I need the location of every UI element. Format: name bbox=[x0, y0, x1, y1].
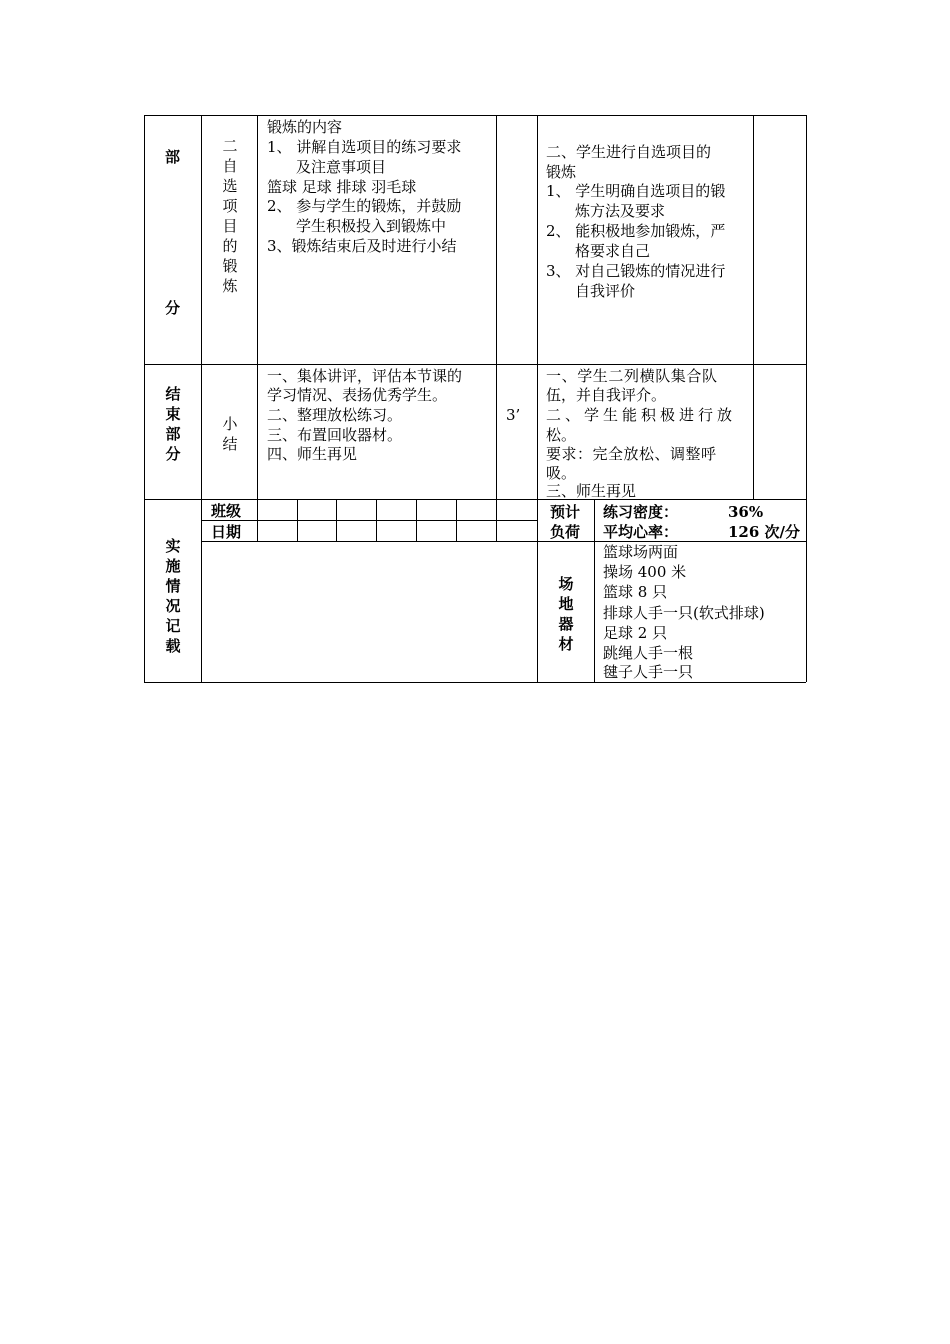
summary-label: 小 结 bbox=[222, 415, 238, 453]
record-section-label: 实 施 情 况 记 载 bbox=[165, 537, 181, 655]
list-item: 排球人手一只(软式排球) bbox=[603, 604, 765, 622]
text-line: 吸。 bbox=[546, 464, 577, 482]
heart-rate-label: 平均心率： bbox=[603, 523, 679, 541]
text-line: 伍，并自我评介。 bbox=[546, 386, 667, 404]
grid-line bbox=[297, 499, 298, 541]
col-divider-3 bbox=[496, 115, 497, 499]
list-item: 毽子人手一只 bbox=[603, 663, 694, 681]
text-line: 二、学生能积极进行放 bbox=[546, 406, 737, 424]
row-divider-2 bbox=[144, 499, 806, 500]
time-value: 3’ bbox=[506, 406, 521, 424]
text-line: 松。 bbox=[546, 426, 577, 444]
row-divider-1 bbox=[144, 364, 806, 365]
heart-rate-value: 126 次/分 bbox=[728, 523, 801, 541]
grid-line bbox=[336, 499, 337, 541]
table-border-bottom bbox=[144, 682, 806, 683]
col-divider-1 bbox=[201, 115, 202, 682]
table-border-left bbox=[144, 115, 145, 682]
text-line: 三、师生再见 bbox=[546, 482, 637, 500]
text-line: 自我评价 bbox=[575, 282, 636, 300]
text-line: 学生积极投入到锻炼中 bbox=[296, 217, 447, 235]
class-label: 班级 bbox=[211, 502, 242, 520]
text-line: 一、学生二列横队集合队 bbox=[546, 367, 718, 385]
grid-line bbox=[496, 499, 497, 541]
density-label: 练习密度： bbox=[603, 503, 679, 521]
list-item: 篮球 8 只 bbox=[603, 583, 668, 601]
density-value: 36% bbox=[728, 503, 764, 521]
section-label-bottom: 分 bbox=[165, 299, 181, 317]
text-line: 四、师生再见 bbox=[267, 445, 358, 463]
col-divider-2 bbox=[257, 115, 258, 499]
grid-line bbox=[376, 499, 377, 541]
text-line: 一、集体讲评，评估本节课的 bbox=[267, 367, 463, 385]
text-line: 及注意事项目 bbox=[296, 158, 387, 176]
section-label-top: 部 bbox=[165, 148, 181, 166]
text-line: 1、 学生明确自选项目的锻 bbox=[546, 182, 726, 200]
col-divider-5 bbox=[753, 115, 754, 499]
text-line: 格要求自己 bbox=[575, 242, 651, 260]
text-line: 1、 讲解自选项目的练习要求 bbox=[267, 138, 462, 156]
date-label: 日期 bbox=[211, 523, 242, 541]
grid-line bbox=[456, 499, 457, 541]
list-item: 跳绳人手一根 bbox=[603, 644, 694, 662]
text-line: 锻炼 bbox=[546, 163, 577, 181]
load-label-divider bbox=[594, 499, 595, 682]
text-line: 锻炼的内容 bbox=[267, 118, 343, 136]
load-label-line2: 负荷 bbox=[550, 523, 581, 541]
text-line: 炼方法及要求 bbox=[575, 202, 666, 220]
text-line: 二、学生进行自选项目的 bbox=[546, 143, 712, 161]
text-line: 3、锻炼结束后及时进行小结 bbox=[267, 237, 457, 255]
list-item: 操场 400 米 bbox=[603, 563, 687, 581]
grid-line bbox=[257, 499, 258, 541]
list-item: 篮球场两面 bbox=[603, 543, 679, 561]
text-line: 3、 对自己锻炼的情况进行 bbox=[546, 262, 726, 280]
equipment-label: 场 地 器 材 bbox=[558, 575, 574, 653]
ending-section-label: 结 束 部 分 bbox=[165, 385, 181, 463]
text-line: 篮球 足球 排球 羽毛球 bbox=[267, 178, 417, 196]
class-date-bottom bbox=[202, 541, 537, 542]
text-line: 2、 能积极地参加锻炼，严 bbox=[546, 222, 726, 240]
col-divider-4 bbox=[537, 115, 538, 682]
grid-line bbox=[416, 499, 417, 541]
text-line: 学习情况、表扬优秀学生。 bbox=[267, 386, 448, 404]
text-line: 三、布置回收器材。 bbox=[267, 426, 403, 444]
text-line: 2、 参与学生的锻炼，并鼓励 bbox=[267, 197, 462, 215]
subsection-title: 二 自 选 项 目 的 锻 炼 bbox=[222, 137, 238, 295]
list-item: 足球 2 只 bbox=[603, 624, 668, 642]
table-border-top bbox=[144, 115, 806, 116]
text-line: 二、整理放松练习。 bbox=[267, 406, 403, 424]
class-date-divider bbox=[202, 520, 537, 521]
table-border-right bbox=[806, 115, 807, 682]
text-line: 要求：完全放松、调整呼 bbox=[546, 445, 717, 463]
load-label-line1: 预计 bbox=[550, 503, 581, 521]
